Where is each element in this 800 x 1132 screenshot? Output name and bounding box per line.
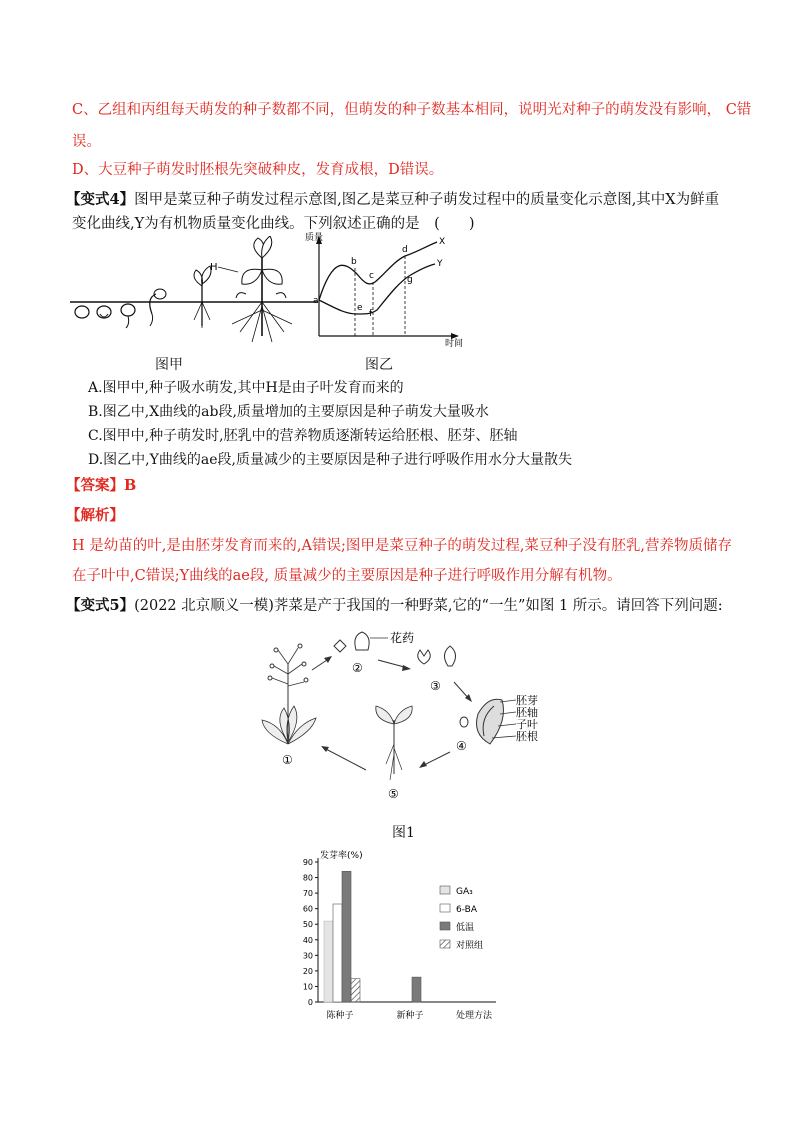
legend-label-1: 6-BA	[456, 905, 477, 915]
bar-1-2	[412, 977, 421, 1002]
y-tick-label: 20	[302, 966, 313, 976]
seed-part-peigen: 胚根	[516, 730, 538, 743]
y-tick-label: 60	[302, 904, 313, 914]
y-tick-label: 10	[302, 982, 313, 992]
pt-g: g	[407, 275, 413, 285]
explanation-c-line2: 误。	[72, 134, 101, 150]
q4-option-d: D.图乙中,Y曲线的ae段,质量减少的主要原因是种子进行呼吸作用水分大量散失	[88, 452, 572, 468]
chart-ylabel: 发芽率(%)	[320, 851, 363, 861]
bar-0-2	[342, 871, 351, 1002]
y-tick-label: 0	[307, 998, 313, 1007]
yi-ylabel: 质量	[305, 233, 324, 243]
q4-stem1: 图甲是菜豆种子萌发过程示意图,图乙是菜豆种子萌发过程中的质量变化示意图,其中X为鲜重	[134, 192, 720, 208]
y-tick-label: 80	[302, 873, 313, 883]
fig1-caption: 图1	[392, 825, 415, 841]
q4-stem2: 变化曲线,Y为有机物质量变化曲线。下列叙述正确的是 ( )	[72, 216, 475, 232]
q4-option-a: A.图甲中,种子吸水萌发,其中H是由子叶发育而来的	[88, 380, 404, 396]
y-tick-label: 40	[302, 935, 313, 945]
stage-3: ③	[430, 679, 441, 693]
seed-part-peiya: 胚芽	[516, 694, 538, 707]
q4-option-b: B.图乙中,X曲线的ab段,质量增加的主要原因是种子萌发大量吸水	[88, 404, 489, 420]
chart-xlabel: 处理方法	[456, 1011, 493, 1021]
pt-d: d	[402, 245, 408, 255]
pt-f: f	[369, 309, 373, 319]
q4-answer: 【答案】B	[66, 477, 137, 494]
q5-tag: 【变式5】	[66, 597, 135, 614]
legend-label-2: 低温	[456, 923, 475, 933]
q4-tag: 【变式4】	[66, 191, 135, 208]
legend-swatch-3	[440, 940, 450, 948]
pt-a: a	[313, 296, 319, 306]
pt-c: c	[369, 271, 374, 281]
y-tick-label: 30	[302, 951, 313, 961]
seed-part-ziye: 子叶	[516, 718, 538, 731]
bar-0-0	[324, 921, 333, 1002]
fig-jia-caption: 图甲	[155, 357, 183, 373]
legend-swatch-2	[440, 922, 450, 930]
q4-option-c: C.图甲中,种子萌发时,胚乳中的营养物质逐渐转运给胚根、胚芽、胚轴	[88, 428, 518, 444]
pt-b: b	[351, 257, 357, 267]
stage-4: ④	[456, 739, 467, 753]
explanation-d-line: D、大豆种子萌发时胚根先突破种皮，发育成根，D错误。	[72, 162, 444, 178]
y-tick-label: 70	[302, 889, 313, 899]
x-category-label: 陈种子	[326, 1011, 354, 1021]
legend-swatch-1	[440, 904, 450, 912]
q5-stem-line	[66, 596, 723, 616]
x-category-label: 新种子	[396, 1011, 424, 1021]
q4-analysis-tag: 【解析】	[66, 507, 124, 524]
label-huayao: 花药	[390, 631, 415, 645]
fig-yi-caption: 图乙	[365, 357, 393, 373]
yi-xlabel: 时间	[445, 339, 464, 348]
curve-y-label: Y	[437, 259, 443, 269]
seed-part-peizhou: 胚轴	[516, 706, 538, 719]
q4-analysis-line1: H 是幼苗的叶,是由胚芽发育而来的,A错误;图甲是菜豆种子的萌发过程,菜豆种子没有胚乳,营养物质储存	[72, 538, 733, 554]
y-tick-label: 50	[302, 920, 313, 930]
q4-analysis-line2: 在子叶中,C错误;Y曲线的ae段, 质量减少的主要原因是种子进行呼吸作用分解有机物。	[72, 568, 622, 584]
q5-stem: (2022 北京顺义一模)荠菜是产于我国的一种野菜,它的“一生”如图 1 所示。请回答下列问题:	[134, 598, 723, 614]
bar-0-3	[351, 979, 360, 1002]
figure-jia	[70, 236, 320, 346]
legend-swatch-0	[440, 886, 450, 894]
y-tick-label: 90	[302, 858, 313, 867]
label-h: H	[210, 262, 218, 273]
figure-1-lifecycle	[258, 624, 543, 804]
q4-stem-line1	[66, 190, 719, 210]
stage-5: ⑤	[388, 787, 399, 801]
legend-label-0: GA₃	[456, 887, 473, 897]
bar-0-1	[333, 904, 342, 1002]
explanation-c-line1: C、乙组和丙组每天萌发的种子数都不同，但萌发的种子数基本相同，说明光对种子的萌发没有影响， C错	[72, 102, 752, 118]
legend-label-3: 对照组	[456, 941, 484, 951]
pt-e: e	[357, 303, 363, 313]
germination-bar-chart	[296, 846, 516, 1026]
curve-x-label: X	[439, 237, 446, 247]
stage-1: ①	[282, 753, 293, 767]
stage-2: ②	[352, 661, 363, 675]
figure-yi	[305, 226, 470, 348]
